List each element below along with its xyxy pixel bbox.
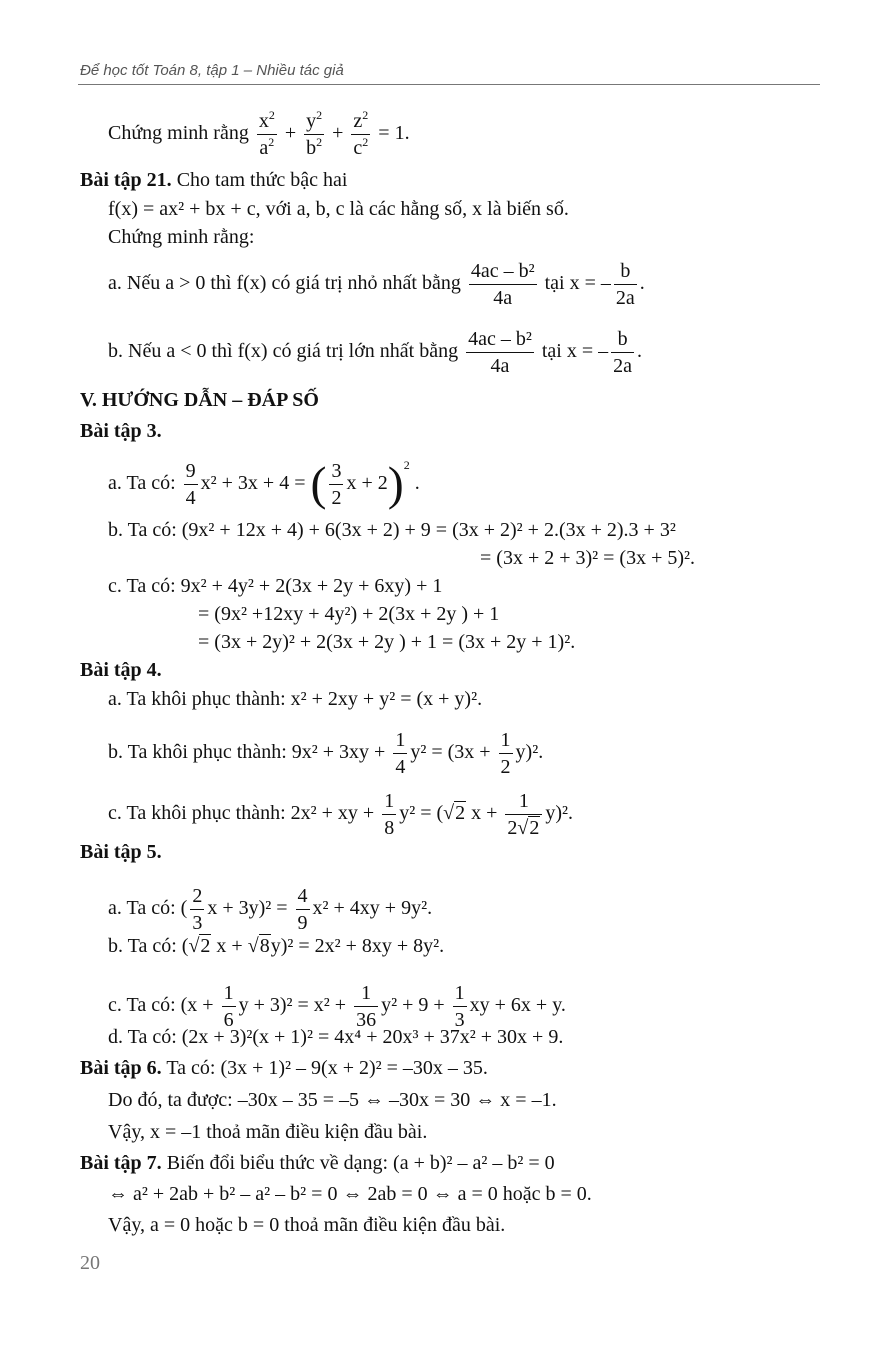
fraction-numerator: 1 [393,727,407,754]
sqrt-2: √2 [517,817,540,839]
ex5-item-d: d. Ta có: (2x + 3)²(x + 1)² = 4x⁴ + 20x³ + 37x² + 30x + 9. [108,1026,564,1048]
ex7-line3: Vậy, a = 0 hoặc b = 0 thoả mãn điều kiện đầu bài. [108,1214,506,1236]
fraction-z2-c2 [351,108,370,161]
fraction-denominator: 9 [297,912,308,934]
ex5-c-end: xy + 6x + y. [469,994,566,1017]
fraction-2-3 [190,883,204,936]
fraction-numerator: 1 [505,788,542,815]
at-x-text: tại x = [544,272,596,295]
ex7-line2: ⇔ a² + 2ab + b² – a² – b² = 0 ⇔ 2ab = 0 ⇔ a = 0 hoặc b = 0. [108,1183,592,1205]
ex21-heading [80,169,347,191]
ex5-c-text: c. Ta có: (x + [108,994,214,1017]
at-x-text: tại x = [541,340,594,363]
period: . [414,472,420,495]
ex3-item-a [108,458,420,511]
ex5-a-mid: x + 3y)² = [207,897,288,920]
ex21-item-b [108,326,642,379]
ex5-c-mid: y + 3)² = x² + [238,994,347,1017]
c-var: c [353,137,363,159]
fraction-y2-b2 [304,108,324,161]
exponent: 2 [362,108,369,122]
fraction-denominator [505,815,542,841]
ex7-text: Biến đổi biểu thức về dạng: (a + b)² – a² – b² = 0 [166,1152,555,1174]
ex3-c-line3: = (3x + 2y)² + 2(3x + 2y ) + 1 = (3x + 2y + 1)². [198,631,576,653]
fraction-numerator: b [611,326,634,353]
ex5-item-a [108,883,432,936]
period: . [637,340,643,363]
exponent: 2 [316,135,323,149]
section-title: V. HƯỚNG DẪN – ĐÁP SỐ [80,389,319,411]
intro-line [108,108,410,161]
ex3-label: Bài tập 3. [80,420,162,442]
ex4-b-text: b. Ta khôi phục thành: 9x² + 3xy + [108,741,386,764]
fraction-denominator: 3 [192,912,203,934]
fraction-denominator: 4a [490,355,510,377]
ex5-c-mid2: y² + 9 + [381,994,445,1017]
fraction-b-2a [614,258,637,311]
ex5-label: Bài tập 5. [80,841,162,863]
sqrt-argument: 8 [259,935,270,957]
exponent: 2 [268,108,275,122]
plus-sign: + [332,122,344,145]
ex6-line1 [80,1057,488,1079]
ex3-b-line1: b. Ta có: (9x² + 12x + 4) + 6(3x + 2) + 9 = (3x + 2)² + 2.(3x + 2).3 + 3² [108,519,676,541]
period: . [639,272,645,295]
sqrt-argument: 2 [200,935,211,957]
fraction-denominator: 6 [223,1009,234,1031]
fraction-denominator: 2 [331,487,342,509]
ex4-c-mid2: x + [471,802,498,825]
plus-sign: + [284,122,297,145]
ex21-label: Bài tập 21. [80,169,172,191]
ex21-line1: f(x) = ax² + bx + c, với a, b, c là các hằng số, x là biến số. [108,198,569,220]
fraction-numerator: 1 [354,980,378,1007]
ex21-b-text: b. Nếu a < 0 thì f(x) có giá trị lớn nhất bằng [108,340,459,363]
ex21-title: Cho tam thức bậc hai [176,169,348,191]
right-paren: ) [387,457,404,511]
sqrt-2: √2 [188,935,211,957]
fraction-numerator: 1 [382,788,396,815]
fraction-denominator: 2a [615,287,635,309]
sqrt-argument: 2 [455,802,466,825]
fraction-numerator: b [614,258,637,285]
ex4-label: Bài tập 4. [80,659,162,681]
fraction-1-2 [499,727,513,780]
a-var: a [259,137,269,159]
fraction-numerator: 4 [296,883,310,910]
fraction-numerator: 9 [184,458,198,485]
fraction-denominator: 2 [500,756,511,778]
sqrt-8: √8 [247,935,270,957]
ex4-c-mid: y² = ( [399,802,444,825]
ex21-line2: Chứng minh rằng: [108,226,255,248]
ex5-a-text: a. Ta có: ( [108,897,188,920]
ex4-b-end: y)². [515,741,544,764]
ex5-b-text: b. Ta có: ( [108,935,189,957]
ex7-line1 [80,1152,555,1174]
ex4-c-text: c. Ta khôi phục thành: 2x² + xy + [108,802,375,825]
sqrt-2: √2 [443,802,466,825]
ex4-item-c [108,788,573,841]
exponent: 2 [268,135,275,149]
sqrt-argument: 2 [529,817,540,839]
ex3-a-text: a. Ta có: [108,472,176,495]
fraction-x2-a2 [257,108,277,161]
exponent: 2 [403,458,410,473]
minus-sign: – [598,340,609,363]
fraction-denominator: 4 [395,756,406,778]
fraction-numerator: 1 [453,980,467,1007]
ex4-item-a: a. Ta khôi phục thành: x² + 2xy + y² = (x + y)². [108,688,483,710]
ex3-b-line2: = (3x + 2 + 3)² = (3x + 5)². [480,547,696,569]
fraction-3-2 [329,458,343,511]
exponent: 2 [362,135,369,149]
fraction-b-2a [611,326,634,379]
ex21-item-a [108,258,645,311]
ex5-b-end: y)² = 2x² + 8xy + 8y². [270,935,445,957]
fraction-numerator: 2 [190,883,204,910]
page-number: 20 [80,1252,100,1274]
ex4-b-mid: y² = (3x + [410,741,491,764]
ex5-a-end: x² + 4xy + 9y². [312,897,433,920]
ex4-c-end: y)². [545,802,574,825]
fraction-denominator: 4a [493,287,513,309]
fraction-numerator: 4ac – b² [466,326,534,353]
ex7-label: Bài tập 7. [80,1152,162,1174]
b-var: b [306,137,317,159]
x-var: x [258,110,269,132]
fraction-numerator: 4ac – b² [469,258,537,285]
fraction-9-4 [184,458,198,511]
fraction-denominator: 2a [613,355,633,377]
minus-sign: – [600,272,611,295]
fraction-1-4 [393,727,407,780]
running-header: Để học tốt Toán 8, tập 1 – Nhiều tác giả [80,62,344,79]
ex6-line2: Do đó, ta được: –30x – 35 = –5 ⇔ –30x = 30 ⇔ x = –1. [108,1089,557,1111]
ex3-c-line2: = (9x² +12xy + 4y²) + 2(3x + 2y ) + 1 [198,603,500,625]
ex6-line3: Vậy, x = –1 thoả mãn điều kiện đầu bài. [108,1121,428,1143]
fraction-1-8 [382,788,396,841]
ex4-item-b [108,727,543,780]
ex3-c-line1: c. Ta có: 9x² + 4y² + 2(3x + 2y + 6xy) + 1 [108,575,443,597]
ex5-b-mid: x + [216,935,243,957]
fraction-4ac-b2-4a [466,326,534,379]
equals-one: = 1. [378,122,410,145]
left-paren: ( [310,457,327,511]
fraction-numerator: 1 [499,727,513,754]
fraction-denominator: 3 [454,1009,465,1031]
ex6-label: Bài tập 6. [80,1057,162,1079]
y-var: y [306,110,317,132]
ex21-a-text: a. Nếu a > 0 thì f(x) có giá trị nhỏ nhất bằng [108,272,461,295]
z-var: z [353,110,363,132]
fraction-1-2sqrt2 [505,788,542,841]
fraction-numerator: 1 [222,980,236,1007]
fraction-denominator: 4 [185,487,196,509]
ex5-item-b [108,935,444,957]
exponent: 2 [316,108,323,122]
intro-prove-text: Chứng minh rằng [108,122,249,145]
fraction-denominator: 8 [384,817,395,839]
fraction-numerator: 3 [329,458,343,485]
header-rule [78,84,820,85]
fraction-denominator: 36 [356,1009,377,1031]
ex6-text: Ta có: (3x + 1)² – 9(x + 2)² = –30x – 35. [166,1057,488,1079]
coefficient: 2 [507,817,518,839]
ex3-a-mid: x² + 3x + 4 = [200,472,306,495]
fraction-4ac-b2-4a [469,258,537,311]
ex3-a-inside: x + 2 [346,472,388,495]
fraction-4-9 [296,883,310,936]
